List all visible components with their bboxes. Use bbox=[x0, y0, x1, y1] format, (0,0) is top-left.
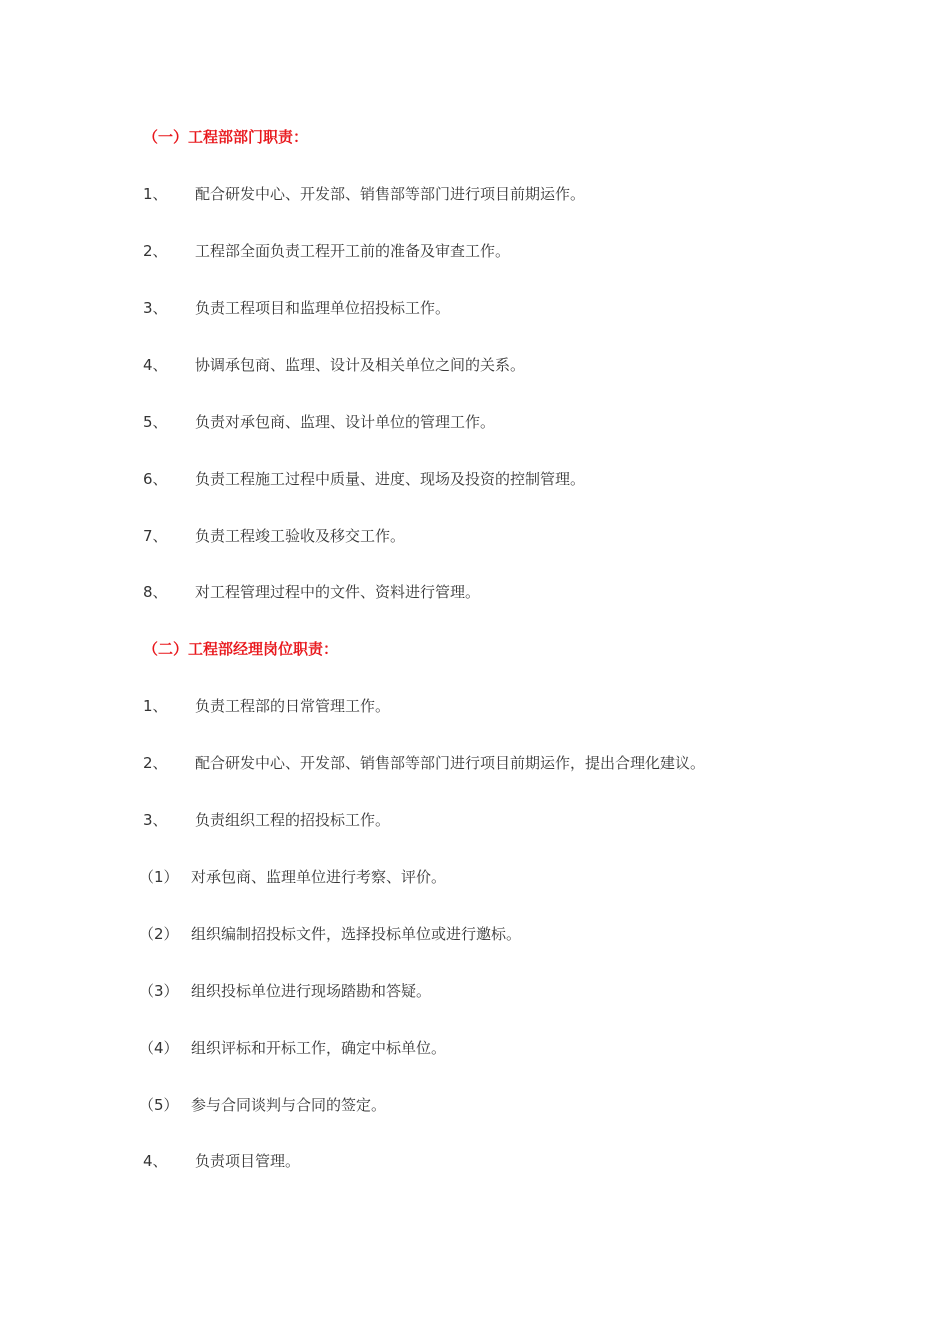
item-text: 负责工程施工过程中质量、进度、现场及投资的控制管理。 bbox=[195, 470, 586, 488]
item-text: 组织评标和开标工作，确定中标单位。 bbox=[191, 1039, 447, 1057]
item-text: 负责工程部的日常管理工作。 bbox=[195, 697, 391, 715]
section-heading-department-duties: （一）工程部部门职责： bbox=[143, 128, 309, 146]
item-number: 2、 bbox=[143, 754, 168, 772]
item-text: 配合研发中心、开发部、销售部等部门进行项目前期运作，提出合理化建议。 bbox=[195, 754, 706, 772]
item-number: 8、 bbox=[143, 583, 168, 601]
item-number: 7、 bbox=[143, 527, 168, 545]
section-heading-manager-duties: （二）工程部经理岗位职责： bbox=[143, 640, 339, 658]
list-item bbox=[139, 924, 522, 944]
list-item bbox=[143, 1151, 300, 1171]
item-number: 1、 bbox=[143, 697, 168, 715]
item-text: 负责项目管理。 bbox=[195, 1152, 301, 1170]
item-text: 负责工程竣工验收及移交工作。 bbox=[195, 527, 406, 545]
sub-item-number: （2） bbox=[139, 925, 179, 943]
item-text: 组织编制招投标文件，选择投标单位或进行邀标。 bbox=[191, 925, 522, 943]
item-text: 协调承包商、监理、设计及相关单位之间的关系。 bbox=[195, 356, 526, 374]
list-item bbox=[139, 867, 447, 887]
sub-item-number: （5） bbox=[139, 1096, 179, 1114]
item-text: 对工程管理过程中的文件、资料进行管理。 bbox=[195, 583, 481, 601]
item-number: 4、 bbox=[143, 356, 168, 374]
list-item bbox=[139, 1038, 447, 1058]
list-item bbox=[143, 355, 525, 375]
sub-item-number: （1） bbox=[139, 868, 179, 886]
item-text: 配合研发中心、开发部、销售部等部门进行项目前期运作。 bbox=[195, 185, 586, 203]
list-item bbox=[143, 412, 495, 432]
list-item bbox=[143, 469, 585, 489]
item-number: 3、 bbox=[143, 811, 168, 829]
item-text: 对承包商、监理单位进行考察、评价。 bbox=[191, 868, 447, 886]
item-number: 1、 bbox=[143, 185, 168, 203]
item-text: 组织投标单位进行现场踏勘和答疑。 bbox=[191, 982, 432, 1000]
list-item bbox=[139, 1095, 387, 1115]
list-item bbox=[143, 696, 390, 716]
item-number: 6、 bbox=[143, 470, 168, 488]
item-text: 负责对承包商、监理、设计单位的管理工作。 bbox=[195, 413, 496, 431]
item-number: 5、 bbox=[143, 413, 168, 431]
sub-item-number: （3） bbox=[139, 982, 179, 1000]
item-number: 2、 bbox=[143, 242, 168, 260]
list-item bbox=[143, 526, 405, 546]
list-item bbox=[139, 981, 432, 1001]
sub-item-number: （4） bbox=[139, 1039, 179, 1057]
list-item bbox=[143, 753, 705, 773]
item-text: 工程部全面负责工程开工前的准备及审查工作。 bbox=[195, 242, 511, 260]
item-number: 4、 bbox=[143, 1152, 168, 1170]
list-item bbox=[143, 582, 480, 602]
item-text: 参与合同谈判与合同的签定。 bbox=[191, 1096, 387, 1114]
item-text: 负责组织工程的招投标工作。 bbox=[195, 811, 391, 829]
item-text: 负责工程项目和监理单位招投标工作。 bbox=[195, 299, 451, 317]
list-item bbox=[143, 298, 450, 318]
list-item bbox=[143, 184, 585, 204]
list-item bbox=[143, 241, 510, 261]
item-number: 3、 bbox=[143, 299, 168, 317]
list-item bbox=[143, 810, 390, 830]
